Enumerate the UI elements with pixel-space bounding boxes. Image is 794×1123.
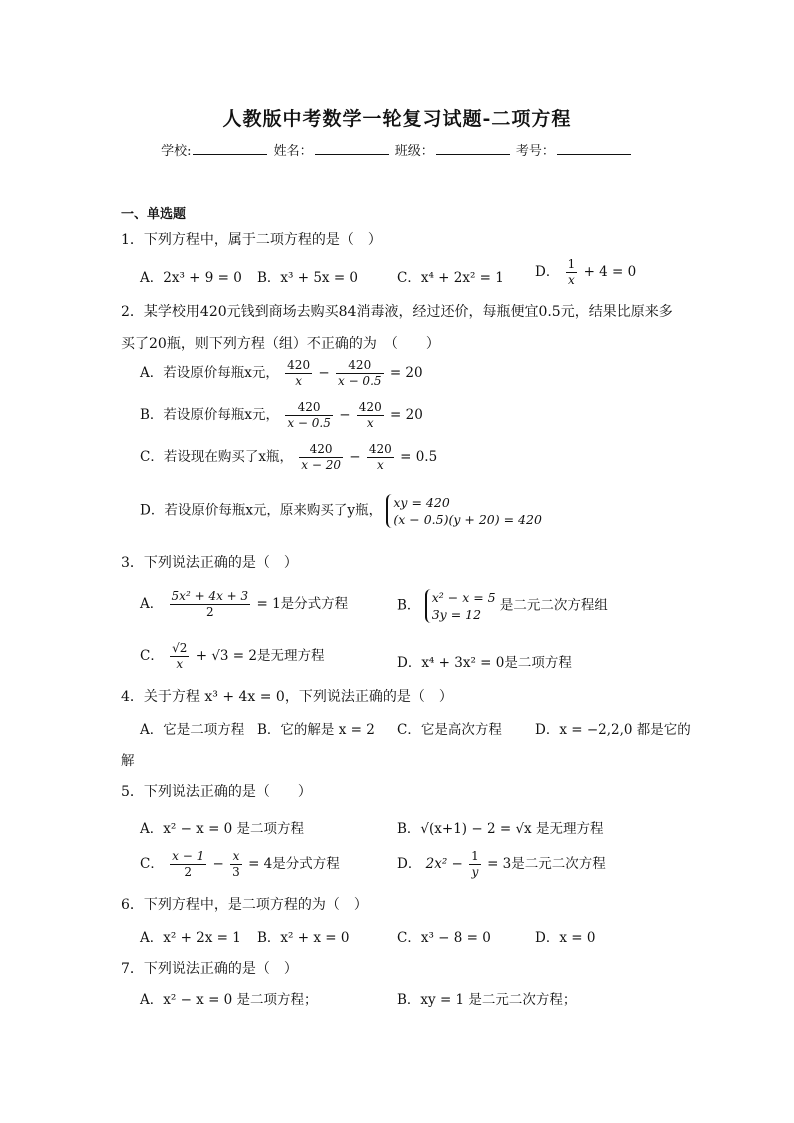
question-3-stem: 3．下列说法正确的是（ ）	[121, 555, 298, 571]
q5d-text: 是二元二次方程	[511, 856, 606, 872]
question-4-stem: 4．关于方程 x³ + 4x = 0，下列说法正确的是（ ）	[121, 689, 453, 705]
q2c-minus: −	[349, 449, 361, 465]
q2c-frac2-num: 420	[368, 442, 392, 456]
q3a-text: 是分式方程	[280, 596, 349, 612]
q2b-frac1-num: 420	[285, 400, 333, 416]
q6-option-c: C．x³ − 8 = 0	[397, 930, 491, 946]
q2-option-d	[140, 494, 542, 528]
q4-option-a: A．它是二项方程	[140, 722, 245, 738]
name-blank[interactable]	[315, 143, 389, 155]
q2b-frac1	[285, 400, 333, 431]
q5-option-b: B．√(x+1) − 2 = √x 是无理方程	[397, 821, 604, 837]
q2a-frac2-num: 420	[336, 358, 384, 374]
q2c-text: C．若设现在购买了x瓶，	[140, 449, 293, 465]
q2a-frac2-den: x − 0.5	[337, 374, 382, 388]
q3a-fraction	[170, 589, 251, 620]
q4-option-c: C．它是高次方程	[397, 722, 502, 738]
q2a-text: A．若设原价每瓶x元，	[140, 365, 279, 381]
q1-option-c: C．x⁴ + 2x² = 1	[397, 270, 504, 286]
q3-option-c: C． $\frac{√2}{x}$ + √3 = 2是无理方程	[140, 641, 325, 671]
q5-option-d: D． 2x² − $\frac{1}{y}$ = 3是二元二次方程	[397, 849, 606, 879]
page-title: 人教版中考数学一轮复习试题-二项方程	[222, 108, 572, 130]
q5c-frac1-num: x − 1	[172, 849, 205, 863]
q5d-fraction	[469, 849, 481, 880]
name-label: 姓名：	[273, 144, 313, 159]
school-blank[interactable]	[193, 143, 267, 155]
q5c-minus: −	[212, 856, 224, 872]
q6-option-a: A．x² + 2x = 1	[140, 930, 241, 946]
question-6-stem: 6．下列方程中，是二项方程的为（ ）	[121, 897, 368, 913]
q6-option-d: D．x = 0	[535, 930, 596, 946]
question-1-stem: 1．下列方程中，属于二项方程的是（ ）	[121, 232, 382, 248]
q5d-head: 2x² −	[425, 856, 463, 872]
q7-option-a: A．x² − x = 0 是二项方程；	[140, 992, 318, 1008]
q2a-frac1-den: x	[295, 374, 303, 388]
q4-option-d-wrap: 解	[121, 753, 135, 769]
exam-no-label: 考号：	[515, 144, 555, 159]
q2c-frac1-den: x − 20	[301, 458, 341, 472]
question-2-stem-line2: 买了20瓶，则下列方程（组）不正确的为 （ ）	[121, 336, 440, 352]
q3-option-a: A． $\frac{\text{5x² + 4x + 3}}{2}$ = 1是分式方程	[140, 589, 349, 619]
q2d-eq2: (x − 0.5)(y + 20) = 420	[393, 512, 542, 527]
question-5-stem: 5．下列说法正确的是（ ）	[121, 784, 312, 800]
q1d-fraction	[566, 257, 578, 288]
q2a-tail: = 20	[389, 365, 423, 381]
q5c-frac2	[230, 849, 242, 880]
q3b-eq1: x² − x = 5	[431, 590, 496, 605]
q5c-text: 是分式方程	[272, 856, 340, 872]
q3a-tail: = 1	[256, 596, 281, 612]
q4-option-b: B．它的解是 x = 2	[257, 722, 375, 738]
q3c-fraction	[170, 641, 189, 672]
school-label: 学校:	[161, 144, 192, 159]
q3b-system	[425, 589, 496, 623]
section-heading: 一、单选题	[121, 207, 187, 222]
question-2-stem-line1: 2．某学校用420元钱到商场去购买84消毒液，经过还价，每瓶便宜0.5元，结果比原来多	[121, 304, 673, 320]
q1d-tail: + 4 = 0	[583, 264, 637, 280]
q3a-num: 5x² + 4x + 3	[171, 589, 249, 603]
q1-option-b: B．x³ + 5x = 0	[257, 270, 359, 286]
q2a-frac2	[336, 358, 384, 389]
q2a-minus: −	[318, 365, 330, 381]
q2d-system	[386, 494, 542, 528]
q1d-num: 1	[567, 257, 576, 271]
q2b-frac2-den: x	[366, 416, 374, 430]
q3c-tail: + √3 = 2	[195, 648, 257, 664]
q1-option-a: A．2x³ + 9 = 0	[140, 270, 242, 286]
q2-option-a	[140, 358, 423, 389]
q2c-frac2	[367, 442, 394, 473]
q2d-eq1: xy = 420	[393, 495, 450, 510]
q2c-frac1	[299, 442, 343, 473]
q3a-den: 2	[206, 605, 214, 619]
q3-option-d: D．x⁴ + 3x² = 0是二项方程	[397, 655, 572, 671]
q1-option-d-letter: D．	[535, 264, 560, 280]
q2c-frac1-num: 420	[299, 442, 343, 458]
q2b-minus: −	[339, 407, 351, 423]
class-blank[interactable]	[436, 143, 510, 155]
q5-option-a: A．x² − x = 0 是二项方程	[140, 821, 305, 837]
q5c-frac1-den: 2	[184, 865, 192, 879]
q5c-frac1	[170, 849, 206, 880]
q1-option-d	[535, 257, 636, 288]
q2-option-c	[140, 442, 437, 473]
q2b-text: B．若设原价每瓶x元，	[140, 407, 280, 423]
q2c-frac2-den: x	[376, 458, 384, 472]
q5c-tail: = 4	[248, 856, 273, 872]
q5d-den: y	[471, 865, 479, 879]
q3-option-b: B． x² − x = 5 3y = 12 是二元二次方程组	[397, 590, 608, 622]
q2a-frac1-num: 420	[287, 358, 311, 372]
q4-option-d: D．x = −2,2,0 都是它的	[535, 722, 691, 738]
q2b-tail: = 20	[390, 407, 423, 423]
q2b-frac1-den: x − 0.5	[287, 416, 331, 430]
question-7-stem: 7．下列说法正确的是（ ）	[121, 961, 298, 977]
q5-option-c: C． $\frac{x - 1}{2}$ − $\frac{x}{3}$ = 4是分式方程	[140, 849, 340, 879]
student-info-line	[0, 140, 794, 159]
q7-option-b: B．xy = 1 是二元二次方程；	[397, 992, 577, 1008]
q5c-frac2-den: 3	[232, 865, 240, 879]
class-label: 班级：	[394, 144, 434, 159]
q5d-num: 1	[471, 849, 479, 863]
q2a-frac1	[285, 358, 312, 389]
exam-no-blank[interactable]	[557, 143, 631, 155]
q2b-frac2-num: 420	[358, 400, 382, 414]
q3c-den: x	[176, 657, 184, 671]
q3c-text: 是无理方程	[257, 648, 325, 664]
q3b-eq2: 3y = 12	[431, 607, 482, 622]
q3b-text: 是二元二次方程组	[499, 597, 608, 614]
q6-option-b: B．x² + x = 0	[257, 930, 350, 946]
q1d-den: x	[568, 273, 575, 287]
q2d-text: D．若设原价每瓶x元，原来购买了y瓶，	[140, 502, 383, 519]
q3c-num: √2	[172, 641, 188, 655]
q2-option-b	[140, 400, 423, 431]
q5d-tail: = 3	[487, 856, 512, 872]
q5c-frac2-num: x	[230, 849, 242, 865]
q2c-tail: = 0.5	[400, 449, 438, 465]
q2b-frac2	[357, 400, 384, 431]
